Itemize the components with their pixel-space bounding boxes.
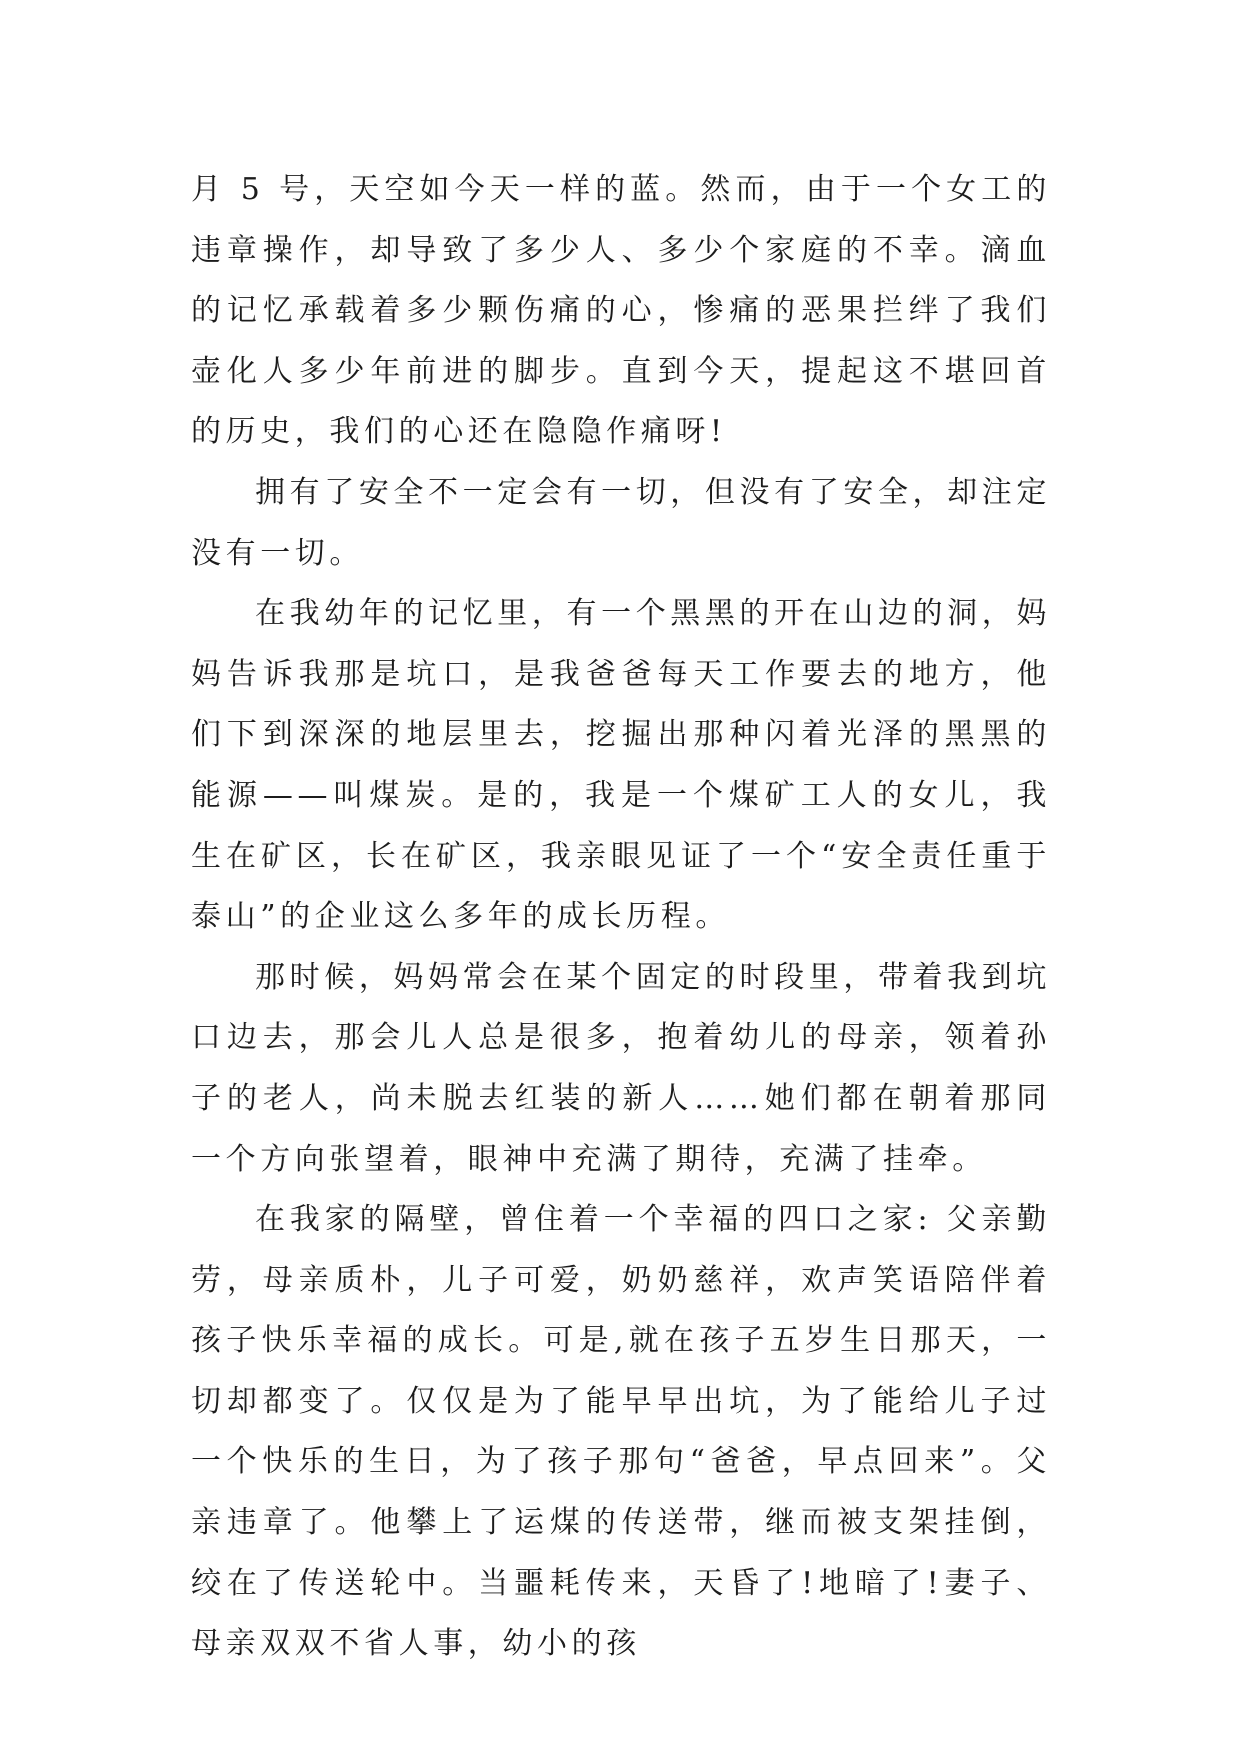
paragraph: 拥有了安全不一定会有一切，但没有了安全，却注定没有一切。: [191, 474, 1051, 571]
paragraph-continued: 月 5 号，天空如今天一样的蓝。然而，由于一个女工的违章操作，却导致了多少人、多少个家庭的不幸。滴血的记忆承载着多少颗伤痛的心，惨痛的恶果拦绊了我们壶化人多少年前进的脚步。直到今天，提起这不堪回首的历史，我们的心还在隐隐作痛呀!: [191, 172, 1051, 450]
paragraph: 在我幼年的记忆里，有一个黑黑的开在山边的洞，妈妈告诉我那是坑口，是我爸爸每天工作要去的地方，他们下到深深的地层里去，挖掘出那种闪着光泽的黑黑的能源——叫煤炭。是的，我是一个煤矿工人的女儿，我生在矿区，长在矿区，我亲眼见证了一个“安全责任重于泰山”的企业这么多年的成长历程。: [191, 596, 1051, 935]
document-body: [191, 160, 1051, 1675]
paragraph: 那时候，妈妈常会在某个固定的时段里，带着我到坑口边去，那会儿人总是很多，抱着幼儿的母亲，领着孙子的老人，尚未脱去红装的新人……她们都在朝着那同一个方向张望着，眼神中充满了期待，充满了挂牵。: [191, 959, 1051, 1177]
paragraph: 在我家的隔壁，曾住着一个幸福的四口之家: 父亲勤劳，母亲质朴，儿子可爱，奶奶慈祥，欢声笑语陪伴着孩子快乐幸福的成长。可是,就在孩子五岁生日那天，一切却都变了。仅仅是为了能早早出坑，为了能给儿子过一个快乐的生日，为了孩子那句“爸爸，早点回来”。父亲违章了。他攀上了运煤的传送带，继而被支架挂倒，绞在了传送轮中。当噩耗传来，天昏了!地暗了!妻子、母亲双双不省人事，幼小的孩: [191, 1202, 1051, 1662]
